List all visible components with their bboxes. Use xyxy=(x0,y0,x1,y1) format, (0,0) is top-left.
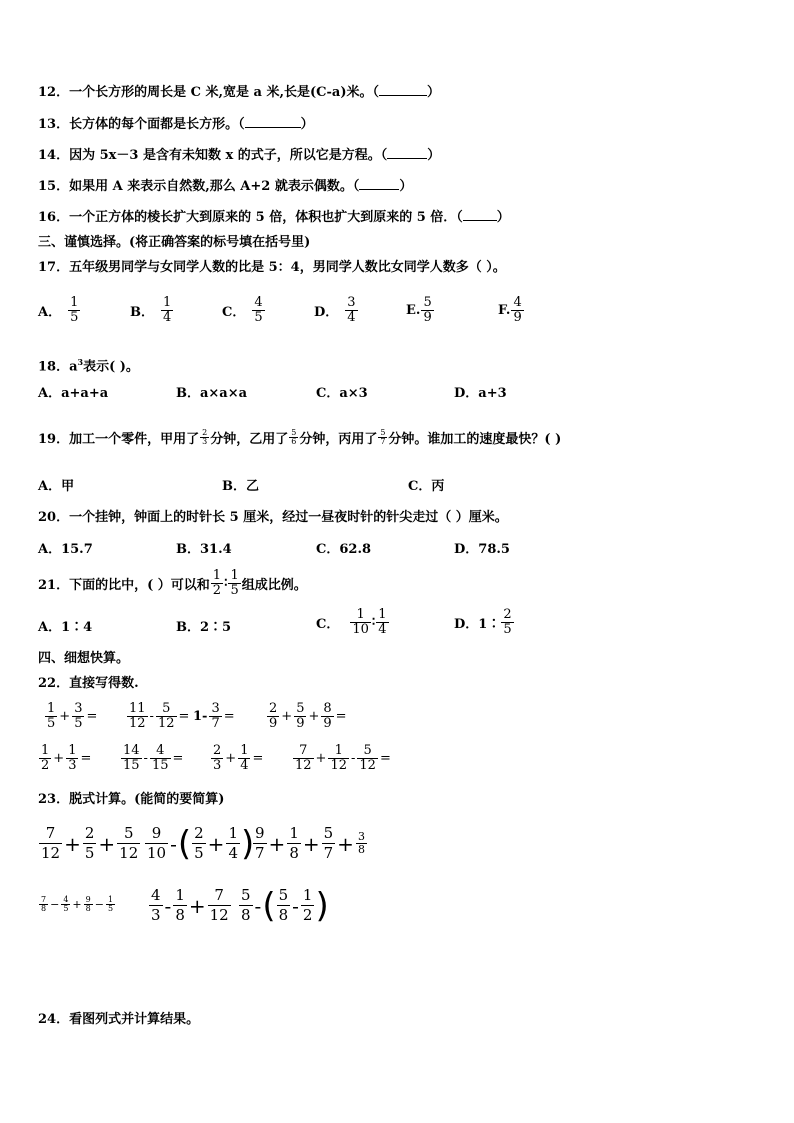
q19-option-b[interactable]: B．乙 xyxy=(222,479,259,494)
question-text: 一个长方形的周长是 C 米,宽是 a 米,长是(C-a)米。（ xyxy=(69,85,379,100)
fraction: $\frac{5}{7}$ xyxy=(380,428,386,446)
option-label: D．1∶ xyxy=(454,617,501,632)
question-20 xyxy=(38,510,508,526)
question-number: 24． xyxy=(38,1012,70,1027)
section-heading-3: 三、谨慎选择。(将正确答案的标号填在括号里) xyxy=(38,235,311,250)
q21-option-d[interactable] xyxy=(454,608,515,637)
question-text: 一个挂钟，钟面上的时针长 5 厘米，经过一昼夜时针的针尖走过（ ）厘米。 xyxy=(69,510,508,525)
answer-blank[interactable] xyxy=(379,83,427,96)
step-calc-5: $\frac{4}{3}$ - $\frac{1}{8}$ + $\frac{7}{12}$ xyxy=(151,886,229,924)
fraction: $\frac{1}{4}$ xyxy=(163,295,172,325)
q21-option-b[interactable]: B．2∶5 xyxy=(176,620,232,635)
question-number: 22． xyxy=(38,676,70,691)
fraction: $\frac{3}{4}$ xyxy=(347,295,356,325)
question-text: 直接写得数. xyxy=(69,676,139,691)
answer-blank[interactable] xyxy=(359,177,399,190)
question-number: 14． xyxy=(38,148,70,163)
option-label: D． xyxy=(314,305,339,320)
question-23 xyxy=(38,792,224,808)
question-24 xyxy=(38,1012,199,1028)
question-number: 17． xyxy=(38,260,70,275)
q20-option-b[interactable]: B．31.4 xyxy=(176,542,232,557)
option-label: C． xyxy=(222,305,246,320)
q18-option-a[interactable]: A．a+a+a xyxy=(38,386,109,401)
question-number: 20． xyxy=(38,510,70,525)
question-text: 脱式计算。(能简的要简算) xyxy=(69,792,225,807)
step-calc-6: $\frac{5}{8}$ - ( $\frac{5}{8}$ - $\frac{1}{2}$ ) xyxy=(241,885,329,926)
question-text: 长方体的每个面都是长方形。（ xyxy=(69,117,245,132)
question-12: 12．一个长方形的周长是 C 米,宽是 a 米,长是(C-a)米。（ ） xyxy=(38,85,441,100)
question-19: 19． 加工一个零件，甲用了 $\frac{2}{3}$ 分钟，乙用了 $\frac{5}{6}$ 分钟，丙用了 $\frac{5}{7}$ 分钟。谁加工的速度最快？( ) xyxy=(38,428,562,447)
q18-option-b[interactable]: B．a×a×a xyxy=(176,386,248,401)
option-label: E. xyxy=(406,303,421,318)
question-text: 一个正方体的棱长扩大到原来的 5 倍，体积也扩大到原来的 5 倍．（ xyxy=(69,210,463,225)
step-calc-2: $\frac{9}{10}$ - ( $\frac{2}{5}$ + $\frac{1}{4}$ ) xyxy=(147,823,255,864)
option-label: B． xyxy=(130,305,154,320)
mental-math-7: $\frac{2}{3}$ + $\frac{1}{4}$ = xyxy=(213,743,264,773)
fraction: $\frac{2}{3}$ xyxy=(202,428,208,446)
mental-math-8: $\frac{7}{12}$ + $\frac{1}{12}$ - $\frac{5}{12}$ = xyxy=(295,743,391,773)
q19-option-a[interactable]: A．甲 xyxy=(38,479,75,494)
section-heading-4: 四、细想快算。 xyxy=(38,651,130,666)
mental-math-3: 1- $\frac{3}{7}$ = xyxy=(193,701,235,731)
q21-option-a[interactable]: A．1∶4 xyxy=(38,620,93,635)
q20-option-d[interactable]: D．78.5 xyxy=(454,542,510,557)
mental-math-5: $\frac{1}{2}$ + $\frac{1}{3}$ = xyxy=(41,743,92,773)
question-18: 18．$a^3$表示( )。 xyxy=(38,357,139,375)
q20-option-c[interactable]: C．62.8 xyxy=(316,542,372,557)
question-number: 23． xyxy=(38,792,70,807)
question-21: 21． 下面的比中，( ）可以和 $\frac{1}{2}$ ∶ $\frac{1}{5}$ 组成比例。 xyxy=(38,568,307,598)
q17-option-d[interactable] xyxy=(314,296,359,325)
q19-option-c[interactable]: C．丙 xyxy=(408,479,445,494)
question-13: 13．长方体的每个面都是长方形。（ ） xyxy=(38,117,314,132)
mental-math-4: $\frac{2}{9}$ + $\frac{5}{9}$ + $\frac{8}{9}$ = xyxy=(269,701,347,731)
q18-option-d[interactable]: D．a+3 xyxy=(454,386,507,401)
question-17 xyxy=(38,260,506,276)
question-number: 15． xyxy=(38,179,70,194)
answer-blank[interactable] xyxy=(463,208,497,221)
question-number: 16． xyxy=(38,210,70,225)
fraction: $\frac{4}{5}$ xyxy=(254,295,263,325)
fraction: $\frac{1}{5}$ xyxy=(70,295,79,325)
q20-option-a[interactable]: A．15.7 xyxy=(38,542,93,557)
option-label: A． xyxy=(38,305,62,320)
fraction: $\frac{5}{6}$ xyxy=(291,428,297,446)
q17-option-b[interactable] xyxy=(130,296,174,325)
q17-option-f[interactable] xyxy=(498,296,525,325)
fraction: $\frac{2}{5}$ xyxy=(503,607,512,637)
q17-option-c[interactable] xyxy=(222,296,266,325)
question-22 xyxy=(38,676,139,692)
fraction: $\frac{1}{10}$ xyxy=(352,607,369,637)
question-16: 16．一个正方体的棱长扩大到原来的 5 倍，体积也扩大到原来的 5 倍．（ ） xyxy=(38,210,510,225)
question-number: 19． xyxy=(38,432,70,447)
question-number: 13． xyxy=(38,117,70,132)
option-label: F. xyxy=(498,303,511,318)
question-text: 五年级男同学与女同学人数的比是 5：4，男同学人数比女同学人数多（ ）。 xyxy=(69,260,506,275)
question-number: 18． xyxy=(38,359,70,375)
question-number: 21． xyxy=(38,578,70,593)
question-number: 12． xyxy=(38,85,70,100)
step-calc-3: $\frac{9}{7}$ + $\frac{1}{8}$ + $\frac{5}{7}$ + $\frac{3}{8}$ xyxy=(255,824,365,862)
mental-math-2: $\frac{11}{12}$ - $\frac{5}{12}$ = xyxy=(129,701,190,731)
q21-option-c[interactable]: C． $\frac{1}{10}$ ∶ $\frac{1}{4}$ xyxy=(316,607,387,637)
mental-math-6: $\frac{14}{15}$ - $\frac{4}{15}$ = xyxy=(123,743,184,773)
question-text: 因为 5x－3 是含有未知数 x 的式子，所以它是方程。（ xyxy=(69,148,388,163)
q17-option-a[interactable] xyxy=(38,296,81,325)
fraction: $\frac{1}{4}$ xyxy=(378,607,387,637)
option-label: C． xyxy=(316,617,340,632)
fraction: $\frac{1}{5}$ xyxy=(230,568,239,598)
question-text: 如果用 A 来表示自然数,那么 A+2 就表示偶数。（ xyxy=(69,179,360,194)
q17-option-e[interactable] xyxy=(406,296,435,325)
step-calc-4: $\frac{7}{8}$ − $\frac{4}{5}$ + $\frac{9}{8}$ − $\frac{1}{5}$ xyxy=(41,895,114,913)
q18-option-c[interactable]: C．a×3 xyxy=(316,386,368,401)
fraction: $\frac{4}{9}$ xyxy=(513,295,522,325)
question-text: 看图列式并计算结果。 xyxy=(69,1012,200,1027)
answer-blank[interactable] xyxy=(245,115,301,128)
fraction: $\frac{5}{9}$ xyxy=(423,295,432,325)
question-14: 14．因为 5x－3 是含有未知数 x 的式子，所以它是方程。（ ） xyxy=(38,148,441,163)
question-15: 15．如果用 A 来表示自然数,那么 A+2 就表示偶数。（ ） xyxy=(38,179,413,194)
answer-blank[interactable] xyxy=(387,146,427,159)
mental-math-1: $\frac{1}{5}$ + $\frac{3}{5}$ = xyxy=(47,701,98,731)
fraction: $\frac{1}{2}$ xyxy=(212,568,222,598)
step-calc-1: $\frac{7}{12}$ + $\frac{2}{5}$ + $\frac{5}{12}$ xyxy=(41,824,139,862)
